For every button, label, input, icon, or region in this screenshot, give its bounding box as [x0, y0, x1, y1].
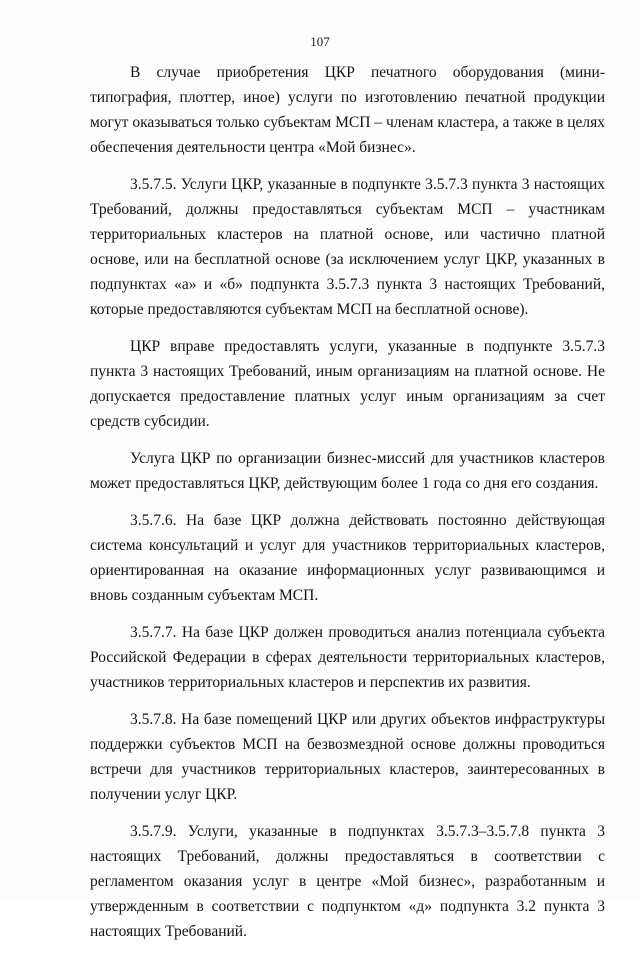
paragraph-3-5-7-5: 3.5.7.5. Услуги ЦКР, указанные в подпункте 3.5.7.3 пункта 3 настоящих Требований, должны предоставляться субъектам МСП – участникам территориальных кластеров на платной основе, или частично платной основе, или на бесплатной основе (за исключением услуг ЦКР, указанных в подпунктах «а» и «б» подпункта 3.5.7.3 пункта 3 настоящих Требований, которые предоставляются субъектам МСП на бесплатной основе).: [90, 176, 605, 318]
paragraph-printing-services: В случае приобретения ЦКР печатного оборудования (мини-типография, плоттер, иное) услуги по изготовлению печатной продукции могут оказываться только субъектам МСП – членам кластера, а также в целях обеспечения деятельности центра «Мой бизнес».: [90, 64, 605, 156]
paragraph-business-missions: Услуга ЦКР по организации бизнес-миссий для участников кластеров может предоставляться ЦКР, действующим более 1 года со дня его создания.: [90, 450, 605, 492]
document-body: [90, 60, 605, 956]
paragraph-paid-services: ЦКР вправе предоставлять услуги, указанные в подпункте 3.5.7.3 пункта 3 настоящих Требований, иным организациям на платной основе. Не допускается предоставление платных услуг иным организациям за счет средств субсидии.: [90, 338, 605, 430]
paragraph-3-5-7-6: 3.5.7.6. На базе ЦКР должна действовать постоянно действующая система консультаций и услуг для участников территориальных кластеров, ориентированная на оказание информационных услуг развивающимся и вновь созданным субъектам МСП.: [90, 512, 605, 604]
paragraph-3-5-7-8: 3.5.7.8. На базе помещений ЦКР или других объектов инфраструктуры поддержки субъектов МСП на безвозмездной основе должны проводиться встречи для участников территориальных кластеров, заинтересованных в получении услуг ЦКР.: [90, 711, 605, 803]
paragraph-3-5-7-9: 3.5.7.9. Услуги, указанные в подпунктах 3.5.7.3–3.5.7.8 пункта 3 настоящих Требований, должны предоставляться в соответствии с регламентом оказания услуг в центре «Мой бизнес», разработанным и утвержденным в соответствии с подпунктом «д» подпункта 3.2 пункта 3 настоящих Требований.: [90, 823, 605, 940]
paragraph-3-5-7-7: 3.5.7.7. На базе ЦКР должен проводиться анализ потенциала субъекта Российской Федерации в сферах деятельности территориальных кластеров, участников территориальных кластеров и перспектив их развития.: [90, 624, 605, 691]
page-number: 107: [310, 34, 330, 49]
